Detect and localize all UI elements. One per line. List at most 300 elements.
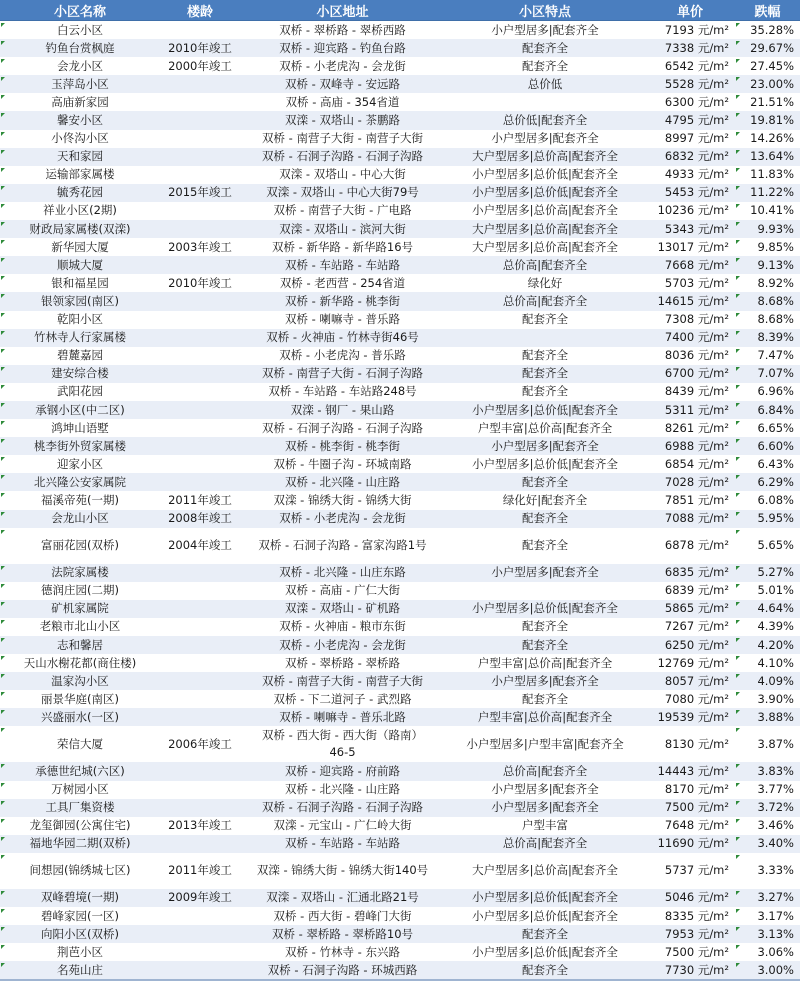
cell-name: [0, 925, 160, 943]
cell-price-text: 4795 元/m²: [664, 113, 729, 128]
cell-name-text: 矿机家属院: [51, 601, 109, 616]
cell-features: [445, 238, 645, 256]
green-triangle-marker-icon: [736, 59, 740, 63]
cell-address-text: 双滦 - 钢厂 - 果山路: [290, 402, 395, 417]
cell-features: [445, 148, 645, 166]
cell-change-text: 6.29%: [757, 474, 794, 489]
cell-change-text: 3.87%: [757, 736, 794, 751]
table-row: [0, 220, 800, 238]
table-row: [0, 437, 800, 455]
cell-price-text: 7500 元/m²: [664, 800, 729, 815]
cell-name: [0, 907, 160, 925]
green-triangle-marker-icon: [736, 819, 740, 823]
cell-address: [240, 437, 445, 455]
cell-change-text: 4.64%: [757, 601, 794, 616]
cell-name-text: 运输部家属楼: [45, 167, 115, 182]
cell-features: [445, 762, 645, 780]
cell-change-text: 6.96%: [757, 384, 794, 399]
green-triangle-marker-icon: [1, 512, 5, 516]
cell-price-text: 7267 元/m²: [664, 619, 729, 634]
cell-name-text: 银领家园(南区): [41, 293, 119, 308]
cell-price: [645, 166, 735, 184]
table-row: [0, 672, 800, 690]
green-triangle-marker-icon: [736, 493, 740, 497]
green-triangle-marker-icon: [736, 258, 740, 262]
cell-address: [240, 726, 445, 762]
cell-age: [160, 491, 240, 509]
table-row: [0, 365, 800, 383]
cell-age: [160, 943, 240, 961]
green-triangle-marker-icon: [1, 602, 5, 606]
cell-price-text: 19539 元/m²: [657, 709, 729, 724]
cell-name: [0, 347, 160, 365]
cell-address: [240, 111, 445, 129]
green-triangle-marker-icon: [1, 692, 5, 696]
cell-features: [445, 202, 645, 220]
cell-change: [735, 383, 800, 401]
cell-change: [735, 274, 800, 292]
green-triangle-marker-icon: [736, 204, 740, 208]
table-header: [0, 0, 800, 21]
cell-name-text: 小佟沟小区: [51, 131, 109, 146]
cell-features-text: 小户型居多|总价低|配套齐全: [472, 185, 618, 200]
cell-age: [160, 93, 240, 111]
cell-age: [160, 582, 240, 600]
table-row: [0, 111, 800, 129]
cell-change: [735, 148, 800, 166]
cell-address-text: 双桥 - 北兴隆 - 山庄东路: [279, 565, 406, 580]
green-triangle-marker-icon: [1, 909, 5, 913]
cell-change-text: 3.40%: [757, 836, 794, 851]
cell-name-text: 荆芭小区: [57, 944, 103, 959]
cell-change-text: 3.33%: [757, 863, 794, 878]
green-triangle-marker-icon: [736, 186, 740, 190]
cell-change-text: 9.93%: [757, 221, 794, 236]
cell-features-text: 绿化好|配套齐全: [502, 492, 588, 507]
cell-address-text: 双桥 - 车站路 - 车站路: [285, 257, 400, 272]
cell-name: [0, 75, 160, 93]
cell-features-text: 小户型居多|总价低|配套齐全: [472, 456, 618, 471]
green-triangle-marker-icon: [736, 584, 740, 588]
cell-features-text: 小户型居多|配套齐全: [491, 131, 599, 146]
table-row: [0, 148, 800, 166]
cell-name-text: 温家沟小区: [51, 673, 109, 688]
cell-change: [735, 528, 800, 564]
cell-address: [240, 781, 445, 799]
cell-address-text: 双桥 - 双峰寺 - 安远路: [285, 76, 400, 91]
green-triangle-marker-icon: [736, 801, 740, 805]
cell-address-text: 双桥 - 高庙 - 354省道: [285, 94, 400, 109]
green-triangle-marker-icon: [736, 439, 740, 443]
cell-price: [645, 57, 735, 75]
cell-name: [0, 93, 160, 111]
cell-name: [0, 365, 160, 383]
cell-address: [240, 75, 445, 93]
green-triangle-marker-icon: [736, 403, 740, 407]
cell-address-text: 双桥 - 下二道河子 - 武烈路: [273, 691, 412, 706]
cell-change: [735, 708, 800, 726]
cell-address-text: 双桥 - 南营子大街 - 石洞子沟路: [262, 366, 423, 381]
green-triangle-marker-icon: [1, 783, 5, 787]
green-triangle-marker-icon: [1, 656, 5, 660]
cell-address-text: 双桥 - 翠桥路 - 翠桥路: [285, 655, 400, 670]
cell-name-text: 馨安小区: [57, 113, 103, 128]
cell-age: [160, 184, 240, 202]
cell-change-text: 6.43%: [757, 456, 794, 471]
cell-address: [240, 401, 445, 419]
cell-change-text: 6.60%: [757, 438, 794, 453]
cell-price: [645, 961, 735, 980]
cell-change-text: 5.95%: [757, 511, 794, 526]
cell-price: [645, 130, 735, 148]
cell-change: [735, 618, 800, 636]
cell-price-text: 7953 元/m²: [664, 926, 729, 941]
cell-address-text: 双桥 - 车站路 - 车站路: [285, 836, 400, 851]
cell-address-text: 双桥 - 桃李街 - 桃李街: [285, 438, 400, 453]
cell-address: [240, 202, 445, 220]
cell-features-text: 总价高|配套齐全: [502, 764, 588, 779]
cell-features-text: 配套齐全: [522, 691, 568, 706]
green-triangle-marker-icon: [1, 23, 5, 27]
cell-features: [445, 672, 645, 690]
cell-name-text: 荣信大厦: [57, 736, 103, 751]
cell-features-text: 总价低|配套齐全: [502, 113, 588, 128]
cell-name-text: 祥业小区(2期): [43, 203, 117, 218]
table-body: [0, 21, 800, 981]
cell-features: [445, 274, 645, 292]
cell-address: [240, 491, 445, 509]
cell-change-text: 11.83%: [750, 167, 794, 182]
cell-age: [160, 889, 240, 907]
cell-name-text: 向阳小区(双桥): [41, 926, 119, 941]
cell-age: [160, 311, 240, 329]
cell-change-text: 23.00%: [750, 76, 794, 91]
green-triangle-marker-icon: [736, 150, 740, 154]
cell-name-text: 兴盛丽水(一区): [41, 709, 119, 724]
cell-price: [645, 799, 735, 817]
cell-change: [735, 220, 800, 238]
cell-name-text: 银和福星园: [51, 275, 109, 290]
cell-age: [160, 853, 240, 889]
green-triangle-marker-icon: [1, 620, 5, 624]
header-price: 单价: [645, 0, 735, 21]
table-row: [0, 419, 800, 437]
cell-name: [0, 762, 160, 780]
cell-name: [0, 564, 160, 582]
cell-change: [735, 564, 800, 582]
header-row: [0, 0, 800, 21]
cell-change: [735, 419, 800, 437]
cell-name: [0, 961, 160, 980]
green-triangle-marker-icon: [736, 710, 740, 714]
header-name: 小区名称: [0, 0, 160, 21]
cell-features: [445, 292, 645, 310]
cell-address-text: 双桥 - 西大街 - 西大街（路南）46-5: [262, 728, 423, 760]
cell-address-text: 双桥 - 高庙 - 广仁大街: [285, 583, 400, 598]
cell-name-text: 新华园大厦: [51, 239, 109, 254]
cell-price: [645, 148, 735, 166]
cell-change: [735, 726, 800, 762]
green-triangle-marker-icon: [736, 891, 740, 895]
cell-features-text: 总价低: [527, 76, 563, 91]
table-row: [0, 383, 800, 401]
cell-address-text: 双桥 - 石洞子沟路 - 石洞子沟路: [262, 149, 423, 164]
cell-change-text: 5.27%: [757, 565, 794, 580]
cell-name-text: 桃李街外贸家属楼: [34, 438, 126, 453]
cell-change-text: 3.13%: [757, 926, 794, 941]
green-triangle-marker-icon: [736, 475, 740, 479]
cell-change: [735, 817, 800, 835]
cell-features: [445, 437, 645, 455]
cell-age: [160, 329, 240, 347]
cell-price: [645, 473, 735, 491]
cell-price-text: 8335 元/m²: [664, 908, 729, 923]
cell-address: [240, 654, 445, 672]
cell-features-text: 配套齐全: [522, 58, 568, 73]
cell-age: [160, 166, 240, 184]
cell-age: [160, 690, 240, 708]
cell-price: [645, 491, 735, 509]
cell-price-text: 5046 元/m²: [664, 890, 729, 905]
cell-price-text: 6878 元/m²: [664, 538, 729, 553]
cell-address: [240, 907, 445, 925]
cell-address-text: 双桥 - 新华路 - 新华路16号: [271, 239, 414, 254]
cell-name-text: 富丽花园(双桥): [41, 538, 119, 553]
cell-change-text: 3.83%: [757, 764, 794, 779]
cell-age: [160, 256, 240, 274]
cell-features-text: 配套齐全: [522, 348, 568, 363]
cell-price: [645, 817, 735, 835]
table-row: [0, 256, 800, 274]
cell-price: [645, 93, 735, 111]
cell-name: [0, 166, 160, 184]
cell-name: [0, 311, 160, 329]
cell-address: [240, 21, 445, 40]
cell-name: [0, 654, 160, 672]
cell-price-text: 13017 元/m²: [657, 239, 729, 254]
cell-features: [445, 708, 645, 726]
cell-age: [160, 817, 240, 835]
green-triangle-marker-icon: [1, 710, 5, 714]
cell-age: [160, 57, 240, 75]
cell-change: [735, 166, 800, 184]
green-triangle-marker-icon: [1, 566, 5, 570]
cell-features: [445, 835, 645, 853]
cell-age: [160, 419, 240, 437]
cell-address-text: 双桥 - 小老虎沟 - 会龙街: [279, 58, 406, 73]
cell-name: [0, 220, 160, 238]
cell-address-text: 双桥 - 石洞子沟路 - 环城西路: [267, 962, 418, 977]
cell-features: [445, 491, 645, 509]
cell-address-text: 双桥 - 石洞子沟路 - 石洞子沟路: [262, 800, 423, 815]
green-triangle-marker-icon: [1, 41, 5, 45]
cell-name: [0, 943, 160, 961]
cell-name-text: 福溪帝苑(一期): [41, 492, 119, 507]
cell-features: [445, 528, 645, 564]
cell-change: [735, 21, 800, 40]
cell-features-text: 大户型居多|总价高|配套齐全: [472, 221, 618, 236]
cell-features-text: 小户型居多|配套齐全: [491, 673, 599, 688]
cell-features: [445, 365, 645, 383]
green-triangle-marker-icon: [1, 276, 5, 280]
cell-address-text: 双滦 - 锦绣大街 - 锦绣大街: [273, 492, 412, 507]
green-triangle-marker-icon: [736, 457, 740, 461]
cell-features: [445, 636, 645, 654]
cell-name: [0, 184, 160, 202]
cell-features-text: 绿化好: [527, 275, 563, 290]
cell-change-text: 5.01%: [757, 583, 794, 598]
cell-features: [445, 654, 645, 672]
cell-name: [0, 111, 160, 129]
header-address: 小区地址: [240, 0, 445, 21]
green-triangle-marker-icon: [736, 909, 740, 913]
table-row: [0, 781, 800, 799]
cell-price: [645, 220, 735, 238]
cell-features: [445, 690, 645, 708]
green-triangle-marker-icon: [1, 764, 5, 768]
cell-address: [240, 799, 445, 817]
green-triangle-marker-icon: [736, 512, 740, 516]
cell-price: [645, 202, 735, 220]
cell-name: [0, 618, 160, 636]
green-triangle-marker-icon: [1, 674, 5, 678]
cell-change: [735, 672, 800, 690]
cell-price-text: 6300 元/m²: [664, 94, 729, 109]
cell-address-text: 双桥 - 北兴隆 - 山庄路: [285, 474, 400, 489]
cell-age: [160, 437, 240, 455]
cell-features-text: 小户型居多|总价低|配套齐全: [472, 890, 618, 905]
cell-features: [445, 925, 645, 943]
cell-address-text: 双桥 - 石洞子沟路 - 石洞子沟路: [262, 420, 423, 435]
cell-change-text: 13.64%: [750, 149, 794, 164]
green-triangle-marker-icon: [1, 95, 5, 99]
green-triangle-marker-icon: [736, 385, 740, 389]
cell-address-text: 双桥 - 小老虎沟 - 普乐路: [279, 348, 406, 363]
cell-price-text: 6835 元/m²: [664, 565, 729, 580]
table-row: [0, 600, 800, 618]
cell-price: [645, 437, 735, 455]
green-triangle-marker-icon: [1, 168, 5, 172]
cell-price: [645, 564, 735, 582]
cell-features: [445, 93, 645, 111]
cell-address-text: 双桥 - 迎宾路 - 府前路: [285, 764, 400, 779]
green-triangle-marker-icon: [736, 530, 740, 534]
cell-price-text: 7851 元/m²: [664, 492, 729, 507]
table-row: [0, 311, 800, 329]
cell-name-text: 玉萍岛小区: [51, 76, 109, 91]
table-row: [0, 57, 800, 75]
cell-price: [645, 781, 735, 799]
cell-features: [445, 75, 645, 93]
green-triangle-marker-icon: [736, 276, 740, 280]
cell-age: [160, 75, 240, 93]
cell-features: [445, 21, 645, 40]
cell-address: [240, 817, 445, 835]
cell-features: [445, 166, 645, 184]
cell-change: [735, 184, 800, 202]
cell-name-text: 会龙小区: [57, 58, 103, 73]
cell-address-text: 双滦 - 锦绣大街 - 锦绣大街140号: [256, 863, 429, 878]
cell-features-text: 总价高|配套齐全: [502, 836, 588, 851]
green-triangle-marker-icon: [736, 168, 740, 172]
cell-age: [160, 365, 240, 383]
cell-name-text: 间想园(锦绣城七区): [29, 863, 131, 878]
cell-name: [0, 781, 160, 799]
cell-features: [445, 130, 645, 148]
cell-name-text: 法院家属楼: [51, 565, 109, 580]
cell-address-text: 双滦 - 双塔山 - 汇通北路21号: [266, 890, 419, 905]
table-row: [0, 636, 800, 654]
cell-name-text: 志和馨居: [57, 637, 103, 652]
cell-name: [0, 274, 160, 292]
cell-change: [735, 329, 800, 347]
cell-age-text: 2011年竣工: [168, 863, 232, 878]
cell-price: [645, 726, 735, 762]
cell-name-text: 德润庄园(二期): [41, 583, 119, 598]
cell-price-text: 5703 元/m²: [664, 275, 729, 290]
cell-name-text: 碧峰家园(一区): [41, 908, 119, 923]
cell-features-text: 小户型居多|配套齐全: [491, 22, 599, 37]
cell-address-text: 双桥 - 竹林寺 - 东兴路: [285, 944, 400, 959]
cell-price-text: 6700 元/m²: [664, 366, 729, 381]
header-change: 跌幅: [735, 0, 800, 21]
green-triangle-marker-icon: [1, 927, 5, 931]
green-triangle-marker-icon: [1, 855, 5, 859]
green-triangle-marker-icon: [1, 403, 5, 407]
header-features: 小区特点: [445, 0, 645, 21]
cell-change: [735, 311, 800, 329]
cell-price-text: 7338 元/m²: [664, 40, 729, 55]
cell-price: [645, 654, 735, 672]
table-row: [0, 274, 800, 292]
cell-name-text: 白云小区: [57, 22, 103, 37]
cell-name: [0, 835, 160, 853]
cell-change: [735, 111, 800, 129]
cell-change: [735, 690, 800, 708]
cell-change-text: 6.84%: [757, 402, 794, 417]
cell-name-text: 天和家园: [57, 149, 103, 164]
cell-features-text: 配套齐全: [522, 366, 568, 381]
cell-features-text: 户型丰富: [522, 818, 568, 833]
cell-price: [645, 39, 735, 57]
cell-address-text: 双桥 - 西大街 - 碧峰门大街: [273, 908, 412, 923]
cell-features-text: 小户型居多|配套齐全: [491, 565, 599, 580]
green-triangle-marker-icon: [736, 692, 740, 696]
cell-name-text: 财政局家属楼(双滦): [29, 221, 131, 236]
cell-name-text: 乾阳小区: [57, 312, 103, 327]
cell-age: [160, 39, 240, 57]
cell-address-text: 双桥 - 迎宾路 - 钓鱼台路: [279, 40, 406, 55]
table-row: [0, 654, 800, 672]
cell-change-text: 5.65%: [757, 538, 794, 553]
cell-age: [160, 220, 240, 238]
table-row: [0, 528, 800, 564]
green-triangle-marker-icon: [1, 584, 5, 588]
cell-price: [645, 274, 735, 292]
cell-name-text: 北兴隆公安家属院: [34, 474, 126, 489]
cell-address: [240, 130, 445, 148]
green-triangle-marker-icon: [736, 927, 740, 931]
cell-age: [160, 781, 240, 799]
cell-features-text: 小户型居多|配套齐全: [491, 438, 599, 453]
cell-name-text: 顺城大厦: [57, 257, 103, 272]
cell-address-text: 双滦 - 元宝山 - 广仁岭大街: [273, 818, 412, 833]
cell-price-text: 5343 元/m²: [664, 221, 729, 236]
cell-change: [735, 925, 800, 943]
cell-features: [445, 564, 645, 582]
cell-price: [645, 365, 735, 383]
cell-name: [0, 21, 160, 40]
